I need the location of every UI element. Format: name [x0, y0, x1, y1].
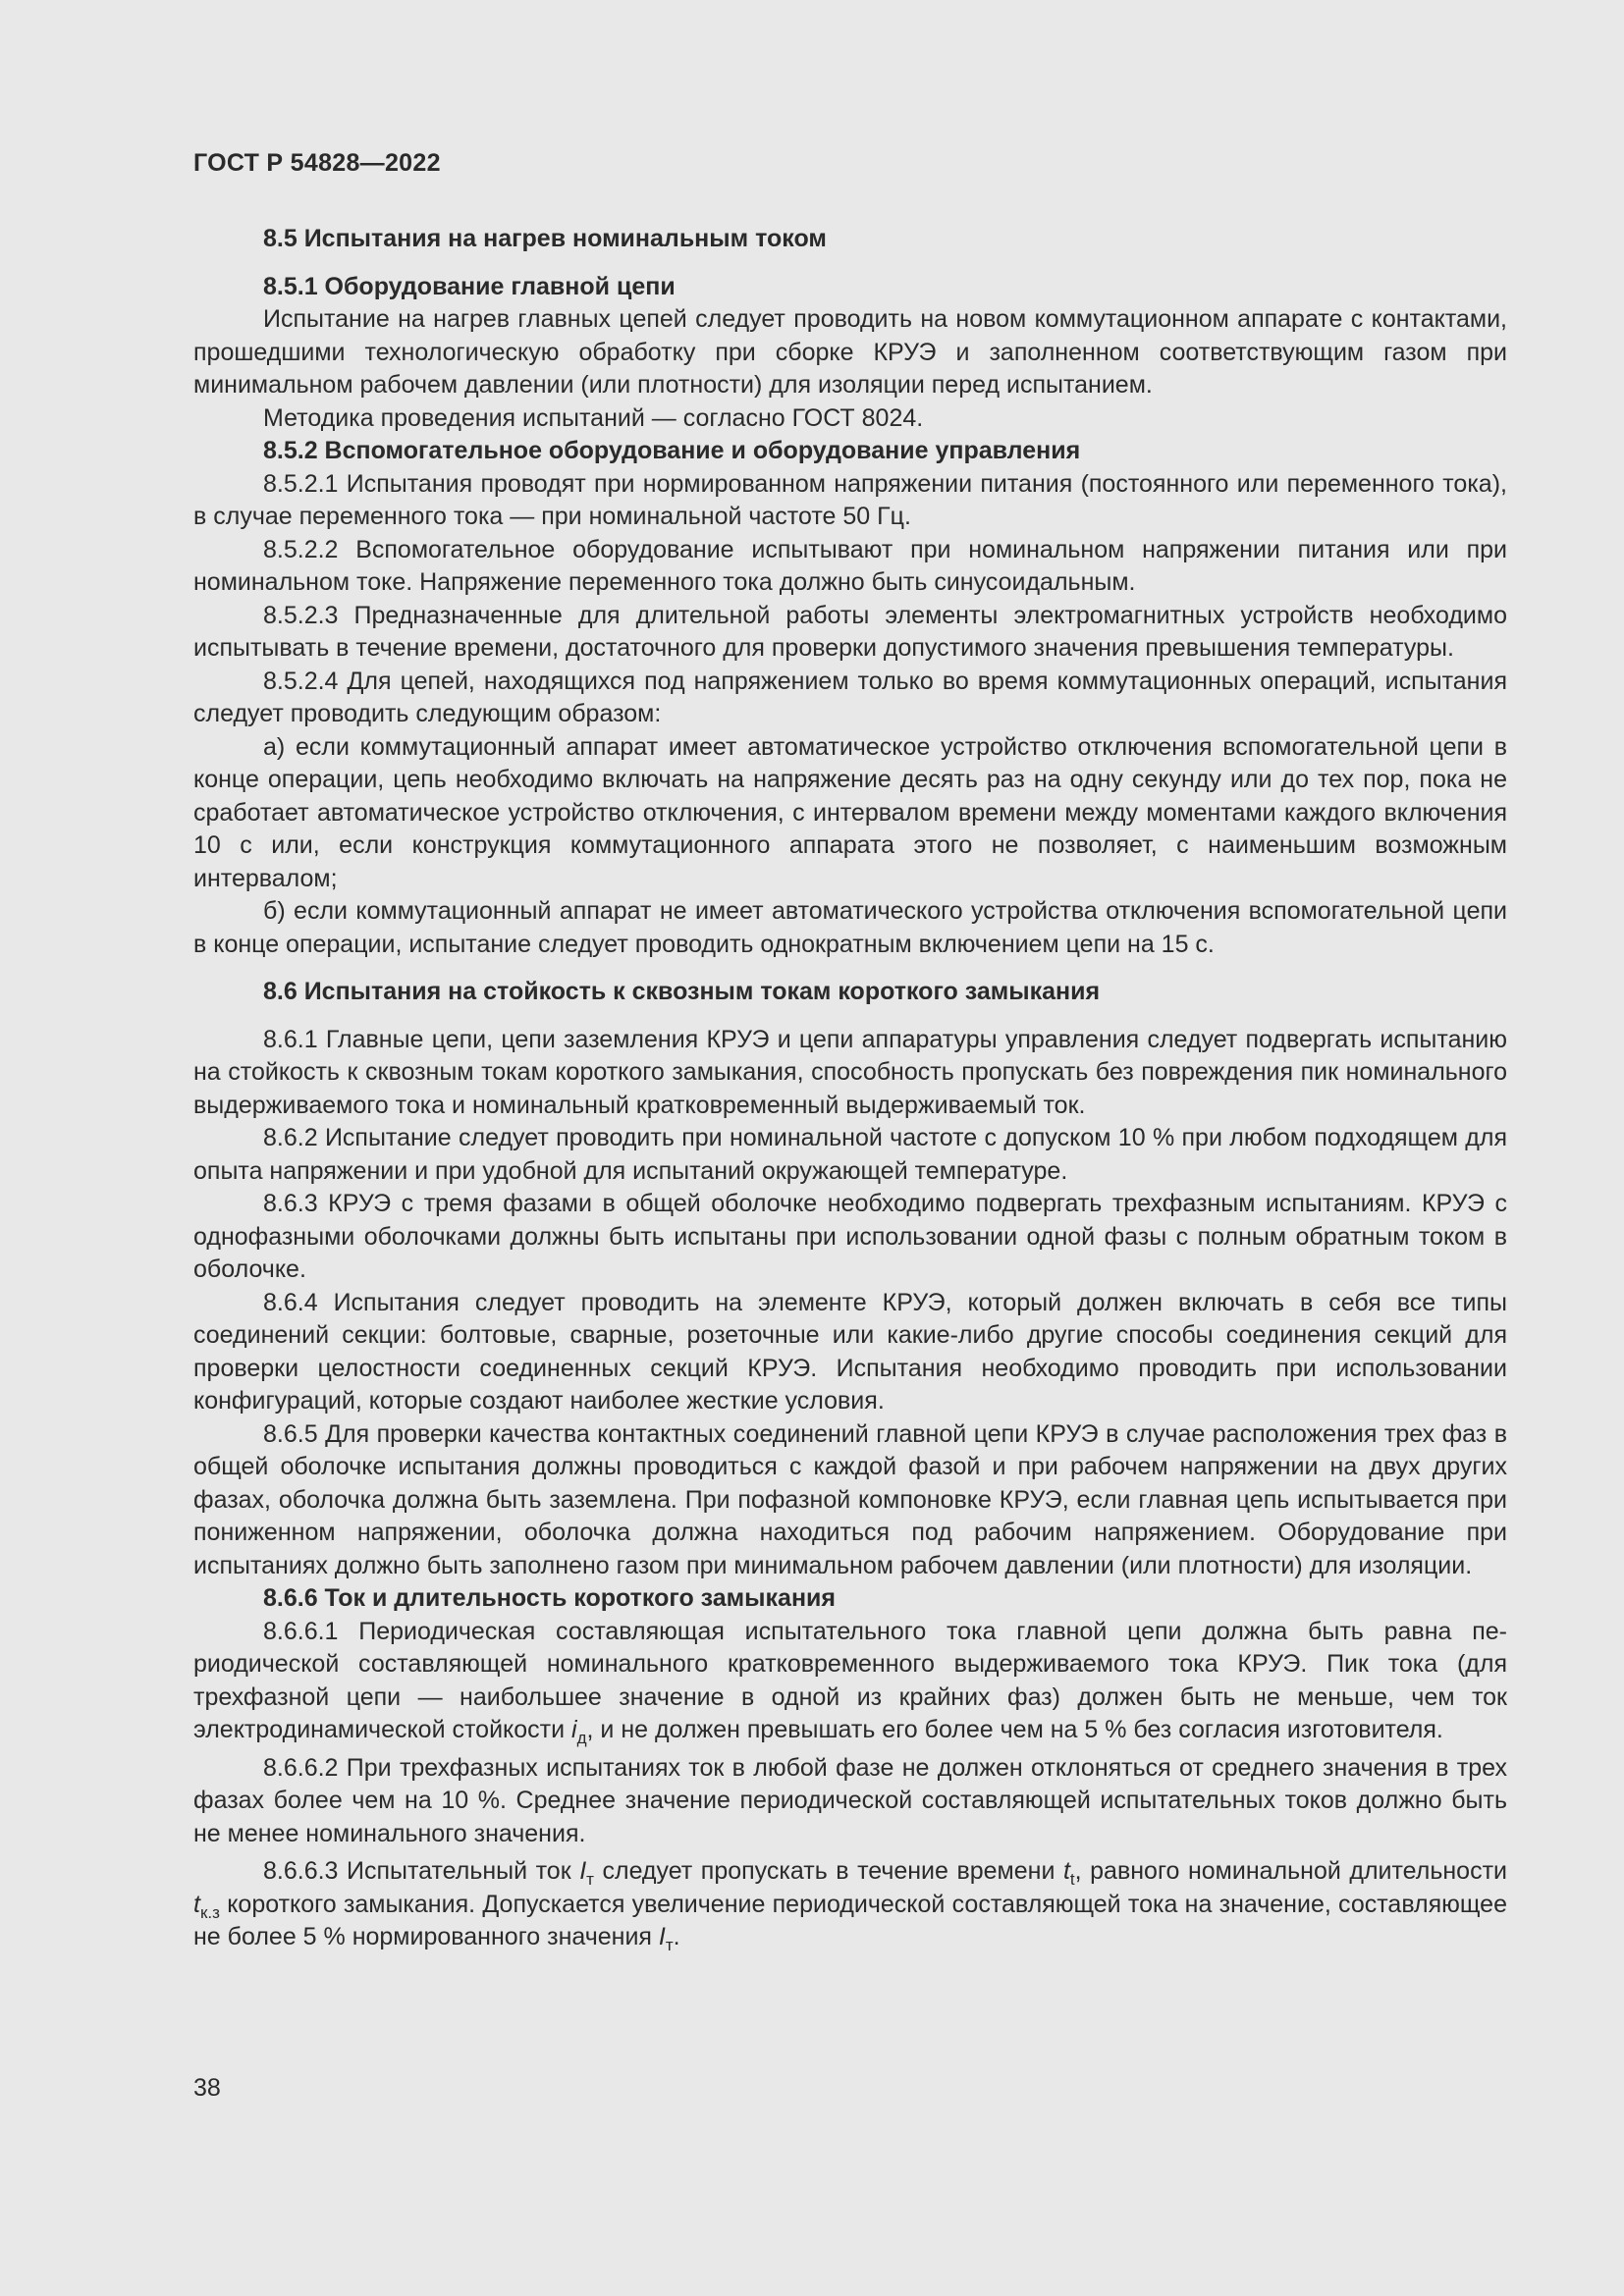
- paragraph: 8.6.5 Для проверки качества контактных соединений главной цепи КРУЭ в случае расположения трех фаз в общей оболочке испытания должны проводиться с каждой фазой и при рабочем напряжении на двух других фазах, оболочка должна быть заземлена. При пофазной компоновке КРУЭ, если главная цепь испытывается при пониженном напряжении, оболочка должна находиться под рабочим напряжением. Оборудование при испытаниях должно быть заполнено газом при минимальном рабочем давлении (или плотности) для изоляции.: [193, 1419, 1507, 1579]
- list-item: б) если коммутационный аппарат не имеет автоматического устройства отключения вспомогательной цепи в конце операции, испытание следует проводить однократным включением цепи на 15 с.: [193, 897, 1507, 958]
- text-run: , равного номинальной длительности: [1074, 1857, 1507, 1885]
- subsection-heading-8-5-1: 8.5.1 Оборудование главной цепи: [263, 272, 676, 300]
- formula-symbol: t: [193, 1890, 200, 1918]
- page-number: 38: [193, 2074, 221, 2102]
- section-heading-8-6: 8.6 Испытания на стойкость к сквозным токам короткого замыкания: [263, 978, 1101, 1005]
- paragraph-8-6-6-3: [193, 1855, 1507, 1954]
- section-heading-8-5: 8.5 Испытания на нагрев номинальным током: [263, 225, 827, 252]
- paragraph: 8.6.2 Испытание следует проводить при номинальной частоте с допуском 10 % при любом подходящем для опыта напряжении и при удобной для испытаний окружающей температуре.: [193, 1124, 1507, 1185]
- paragraph: 8.6.6.2 При трехфазных испытаниях ток в любой фазе не должен отклоняться от среднего значения в трех фазах более чем на 10 %. Среднее значение периодической составляющей испытательных токов должно быть не менее номинального значения.: [193, 1753, 1507, 1847]
- formula-symbol: t: [1062, 1857, 1070, 1885]
- text-run: следует пропускать в течение времени: [593, 1857, 1063, 1885]
- paragraph-8-6-6-1: [193, 1616, 1507, 1747]
- formula-symbol: i: [571, 1716, 577, 1743]
- subsection-heading-8-6-6: 8.6.6 Ток и длительность короткого замыкания: [263, 1584, 836, 1612]
- formula-subscript: т: [665, 1936, 674, 1954]
- text-run: , и не должен превышать его более чем на 5 % без согласия изготовителя.: [586, 1716, 1443, 1743]
- formula-subscript: t: [1069, 1870, 1075, 1889]
- paragraph: 8.6.1 Главные цепи, цепи заземления КРУЭ и цепи аппаратуры управления следует подвергать испытанию на стойкость к сквозным токам короткого замыкания, способность пропускать без повреждения пик номинального выдерживаемого тока и номинальный кратковременный выдерживаемый ток.: [193, 1025, 1507, 1119]
- text-run: .: [673, 1923, 680, 1950]
- formula-symbol: I: [579, 1857, 587, 1885]
- document-body: [193, 223, 1507, 1954]
- subsection-heading-8-5-2: 8.5.2 Вспомогательное оборудование и оборудование управления: [263, 437, 1081, 464]
- formula-symbol: I: [658, 1923, 666, 1950]
- text-run: короткого замыкания. Допускается увеличение периодической составляющей тока на значение, составляющее не более 5 % нормированного значения: [193, 1890, 1507, 1950]
- paragraph: 8.5.2.1 Испытания проводят при нормированном напряжении питания (постоянного или переменного тока), в случае переменного тока — при номинальной частоте 50 Гц.: [193, 469, 1507, 530]
- paragraph: 8.6.4 Испытания следует проводить на элементе КРУЭ, который должен включать в себя все типы соединений секции: болтовые, сварные, розеточные или какие-либо другие способы соединения секций для проверки целостности соединенных секций КРУЭ. Испытания необходимо проводить при использовании конфигураций, которые создают наиболее жесткие условия.: [193, 1288, 1507, 1415]
- paragraph: 8.5.2.4 Для цепей, находящихся под напряжением только во время коммутационных операций, испытания следует проводить следующим образом:: [193, 667, 1507, 727]
- text-run: 8.6.6.3 Испытательный ток: [263, 1857, 580, 1885]
- paragraph: 8.6.3 КРУЭ с тремя фазами в общей оболочке необходимо подвергать трехфазным испытаниям. КРУЭ с однофазными оболочками должны быть испытаны при использовании одной фазы с полным обратным током в оболочке.: [193, 1190, 1507, 1283]
- standard-header: ГОСТ Р 54828—2022: [193, 149, 441, 177]
- paragraph: Испытание на нагрев главных цепей следует проводить на новом коммутационном аппарате с контактами, прошедшими технологическую обработку при сборке КРУЭ и заполненном соответствующим газом при минимальном рабочем давлении (или плотности) для изоляции перед испытанием.: [193, 305, 1507, 399]
- formula-subscript: д: [576, 1729, 587, 1747]
- paragraph: 8.5.2.3 Предназначенные для длительной работы элементы электромагнитных устройств необходимо испытывать в течение времени, достаточного для проверки допустимого значения превышения температуры.: [193, 601, 1507, 662]
- list-item: а) если коммутационный аппарат имеет автоматическое устройство отключения вспомогательной цепи в конце операции, цепь необходимо включать на напряжение десять раз на одну секунду или до тех пор, пока не сработает автоматическое устройство отключения, с интервалом времени между моментами каждого включения 10 с или, если конструкция коммутационного аппарата этого не позволяет, с наименьшим возможным интервалом;: [193, 732, 1507, 892]
- formula-subscript: т: [586, 1870, 594, 1889]
- formula-subscript: к.з: [199, 1902, 220, 1922]
- text-run: 8.6.6.1 Периодическая составляющая испытательного тока главной цепи должна быть равна периодической составляющей номинального кратковременного выдерживаемого тока КРУЭ. Пик тока (для трехфазной цепи — наибольшее значение в одной из крайних фаз) должен быть не меньше, чем ток электродинамической стойкости: [193, 1617, 1507, 1743]
- paragraph: Методика проведения испытаний — согласно ГОСТ 8024.: [263, 403, 924, 432]
- paragraph: 8.5.2.2 Вспомогательное оборудование испытывают при номинальном напряжении питания или при номинальном токе. Напряжение переменного тока должно быть синусоидальным.: [193, 535, 1507, 596]
